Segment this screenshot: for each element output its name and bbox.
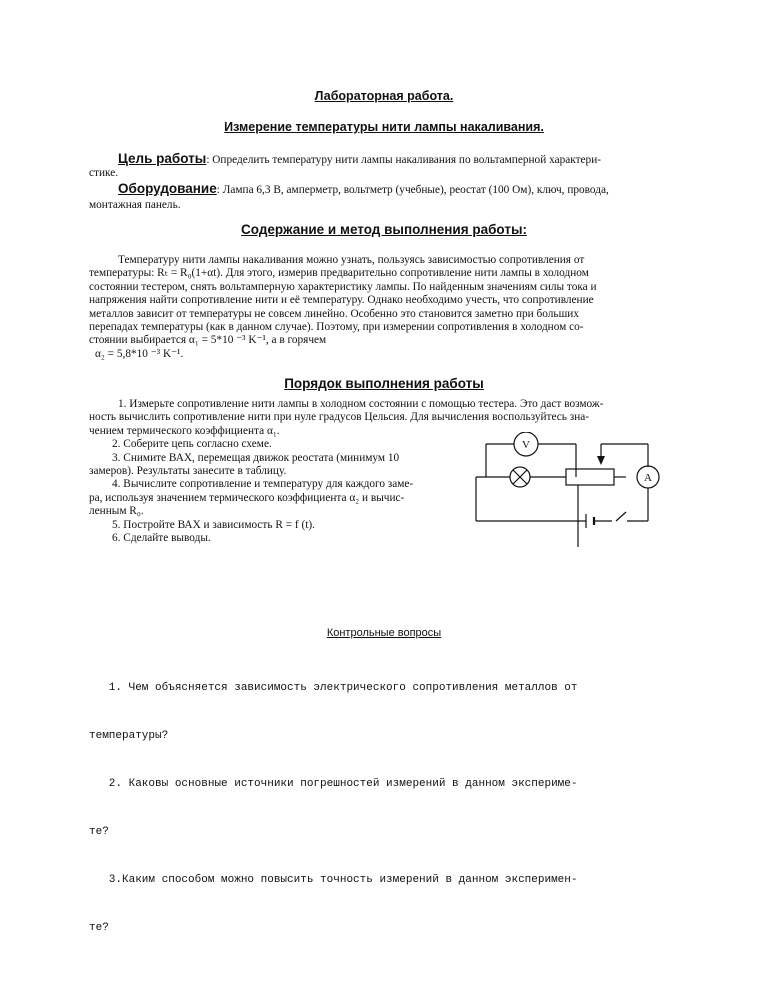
question-line: те?: [89, 826, 109, 838]
method-line: стоянии выбирается α₁ = 5*10 ⁻³ K⁻¹, а в горячем: [89, 334, 327, 347]
procedure-step: замеров). Результаты занесите в таблицу.: [89, 465, 287, 478]
method-line: α₂ = 5,8*10 ⁻³ K⁻¹.: [95, 347, 184, 360]
procedure-step: 5. Постройте ВАХ и зависимость R = f (t).: [112, 518, 315, 531]
circuit-diagram: [466, 432, 666, 552]
goal-label: Цель работы: [118, 151, 207, 166]
procedure-step: 2. Соберите цепь согласно схеме.: [112, 438, 272, 451]
method-line: состоянии тестером, снять вольтамперную характеристику лампы. По найденным значениям силы тока и: [89, 280, 597, 293]
document-title: Лабораторная работа.: [314, 89, 454, 103]
equipment-label: Оборудование: [118, 181, 217, 196]
goal-cont: стике.: [89, 167, 119, 179]
procedure-step: 3. Снимите ВАХ, перемещая движок реостата (минимум 10: [112, 451, 400, 464]
question-line: 2. Каковы основные источники погрешностей измерений в данном экспериме-: [89, 778, 578, 790]
method-line: металлов зависит от температуры не совсем линейно. Особенно это становится заметно при больших: [89, 307, 579, 320]
procedure-step: ра, используя значением термического коэффициента α₂ и вычис-: [89, 491, 405, 504]
questions-heading: Контрольные вопросы: [326, 627, 442, 639]
goal-line: [118, 152, 601, 167]
procedure-step: ленным R₀.: [89, 505, 144, 518]
rheostat: [566, 469, 614, 485]
method-heading: Содержание и метод выполнения работы:: [241, 222, 527, 237]
equipment-line: [118, 182, 609, 197]
question-line: 3.Каким способом можно повысить точность измерений в данном эксперимен-: [89, 874, 578, 886]
equipment-cont: монтажная панель.: [89, 199, 181, 211]
question-line: те?: [89, 922, 109, 934]
method-line: перепадах температуры (как в данном случае). Поэтому, при измерении сопротивления в холодном со-: [89, 321, 584, 334]
procedure-step: ность вычислить сопротивление нити при нуле градусов Цельсия. Для вычисления воспользуйтесь зна-: [89, 411, 590, 424]
switch-blade: [616, 512, 626, 521]
equipment-text: : Лампа 6,3 В, амперметр, вольтметр (учебные), реостат (100 Ом), ключ, провода,: [216, 184, 609, 196]
goal-text: : Определить температуру нити лампы накаливания по вольтамперной характери-: [206, 154, 601, 166]
method-line: температуры: Rₜ = R₀(1+αt). Для этого, измерив предварительно сопротивление нити лампы в холодном: [89, 267, 589, 280]
procedure-step: 4. Вычислите сопротивление и температуру для каждого заме-: [112, 478, 414, 491]
ammeter-label: A: [644, 472, 652, 484]
procedure-step: 1. Измерьте сопротивление нити лампы в холодном состоянии с помощью тестера. Это даст возмож-: [118, 398, 604, 410]
procedure-step: чением термического коэффициента α₁.: [89, 424, 280, 437]
document-subtitle: Измерение температуры нити лампы накаливания.: [224, 120, 544, 134]
voltmeter-label: V: [522, 439, 530, 451]
procedure-step: 6. Сделайте выводы.: [112, 532, 211, 545]
question-line: 1. Чем объясняется зависимость электрического сопротивления металлов от: [89, 682, 578, 694]
procedure-heading: Порядок выполнения работы: [284, 376, 484, 391]
method-line: напряжения найти сопротивление нити и её температуру. Однако необходимо учесть, что сопротивление: [89, 294, 594, 307]
method-line: Температуру нити лампы накаливания можно узнать, пользуясь зависимостью сопротивления от: [118, 254, 585, 266]
questions-list: [89, 648, 577, 952]
method-paragraph: [89, 254, 689, 361]
question-line: температуры?: [89, 730, 169, 742]
slider-arrow: [597, 456, 605, 465]
